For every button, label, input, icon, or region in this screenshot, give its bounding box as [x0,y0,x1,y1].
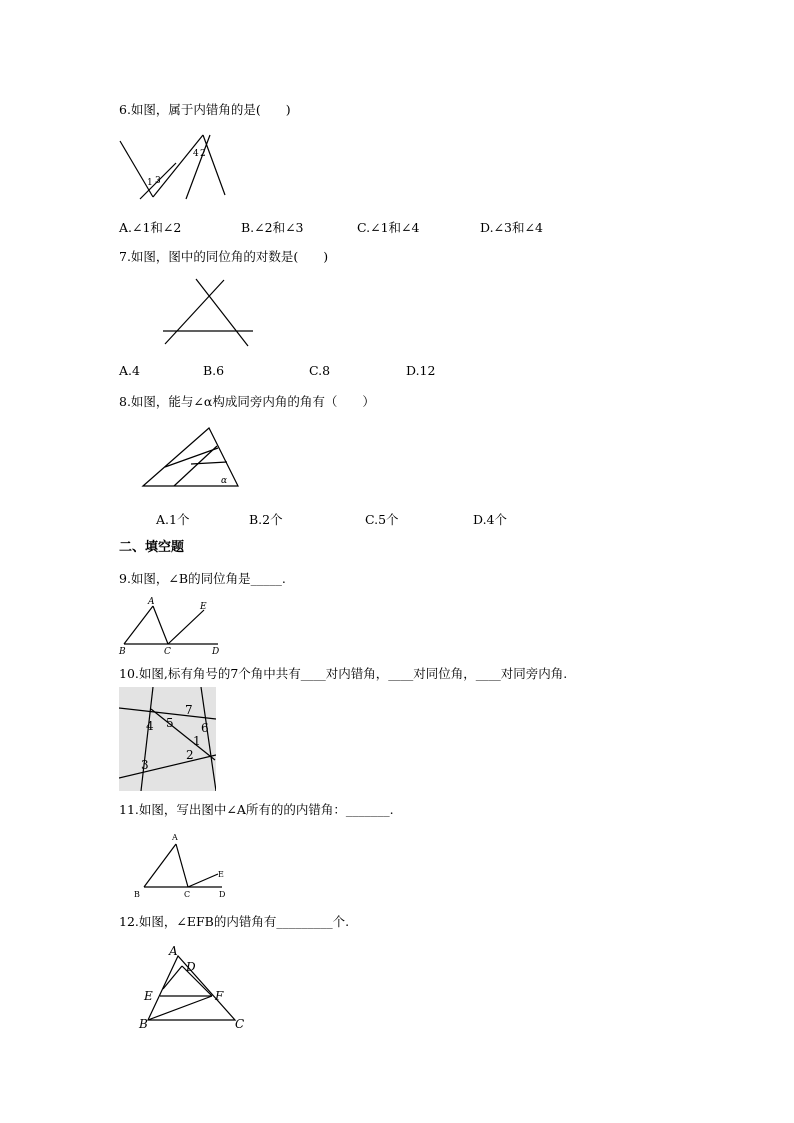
q12-label-a: A [169,944,178,958]
q12-label-b: B [139,1017,148,1031]
q6-label-2: 2 [200,149,206,159]
q12-label-e: E [144,989,153,1003]
q12-segment-ed [163,966,182,989]
q11-line-ba [144,844,176,887]
question-10-stem: 10.如图,标有角号的7个角中共有____对内错角，____对同位角，____对同旁内角. [119,666,568,681]
q10-label-6: 6 [201,721,209,735]
q9-label-e: E [200,602,207,612]
q10-label-1: 1 [193,734,201,748]
q10-label-3: 3 [141,758,149,772]
question-10-figure [119,687,216,791]
q7-option-b: B.6 [203,363,225,378]
q8-option-d: D.4个 [473,512,508,527]
q9-line-ba [124,606,153,644]
q12-label-f: F [215,989,224,1003]
question-12-figure [138,944,250,1032]
q6-option-a: A.∠1和∠2 [119,220,182,235]
q11-label-e: E [218,870,224,879]
q11-label-a: A [172,833,178,842]
q10-label-2: 2 [186,748,194,762]
q8-segment-2 [174,446,217,486]
question-12-stem: 12.如图，∠EFB的内错角有_________个. [119,914,350,929]
q6-line-1 [120,141,153,197]
q6-line-4 [186,135,210,199]
q11-label-b: B [134,890,140,899]
q12-label-c: C [235,1017,245,1031]
q9-label-b: B [119,647,126,657]
q9-label-d: D [212,647,220,657]
question-11-stem: 11.如图，写出图中∠A所有的的内错角：_______. [119,802,394,817]
q9-label-a: A [148,597,155,607]
q6-label-1: 1 [147,178,153,188]
question-7-figure [160,276,256,348]
q6-option-c: C.∠1和∠4 [357,220,420,235]
q6-option-d: D.∠3和∠4 [480,220,543,235]
q9-line-ac [153,606,168,644]
q9-line-ce [168,610,204,644]
q8-option-a: A.1个 [156,512,190,527]
q7-left-line [165,280,224,344]
q8-option-b: B.2个 [249,512,283,527]
q8-label-alpha: α [221,476,228,486]
q11-line-ac [176,844,188,887]
q10-label-7: 7 [185,703,193,717]
q10-figure-background [119,687,216,791]
question-7-stem: 7.如图，图中的同位角的对数是( ) [119,249,329,264]
q11-label-c: C [184,890,191,899]
q10-label-5: 5 [166,716,174,730]
q7-option-c: C.8 [309,363,331,378]
q9-label-c: C [164,647,171,657]
question-9-stem: 9.如图，∠B的同位角是_____. [119,571,286,586]
q7-option-a: A.4 [119,363,140,378]
q10-label-4: 4 [146,719,154,733]
q8-segment-3 [191,462,227,464]
q11-label-d: D [219,890,226,899]
q6-line-2 [153,135,203,197]
q6-option-b: B.∠2和∠3 [241,220,304,235]
q8-option-c: C.5个 [365,512,399,527]
q11-line-ce [188,874,218,887]
question-6-figure [118,133,228,203]
question-9-figure [118,596,226,658]
section-2-title: 二、填空题 [119,540,185,555]
question-8-stem: 8.如图，能与∠α构成同旁内角的角有（ ） [119,394,375,409]
q7-right-line [196,279,248,346]
q6-label-3: 3 [155,176,161,186]
q6-label-4: 4 [193,149,199,159]
question-6-stem: 6.如图，属于内错角的是( ) [119,102,291,117]
question-11-figure [130,830,230,900]
q12-label-d: D [186,960,196,974]
question-8-figure [140,424,242,490]
q7-option-d: D.12 [406,363,436,378]
